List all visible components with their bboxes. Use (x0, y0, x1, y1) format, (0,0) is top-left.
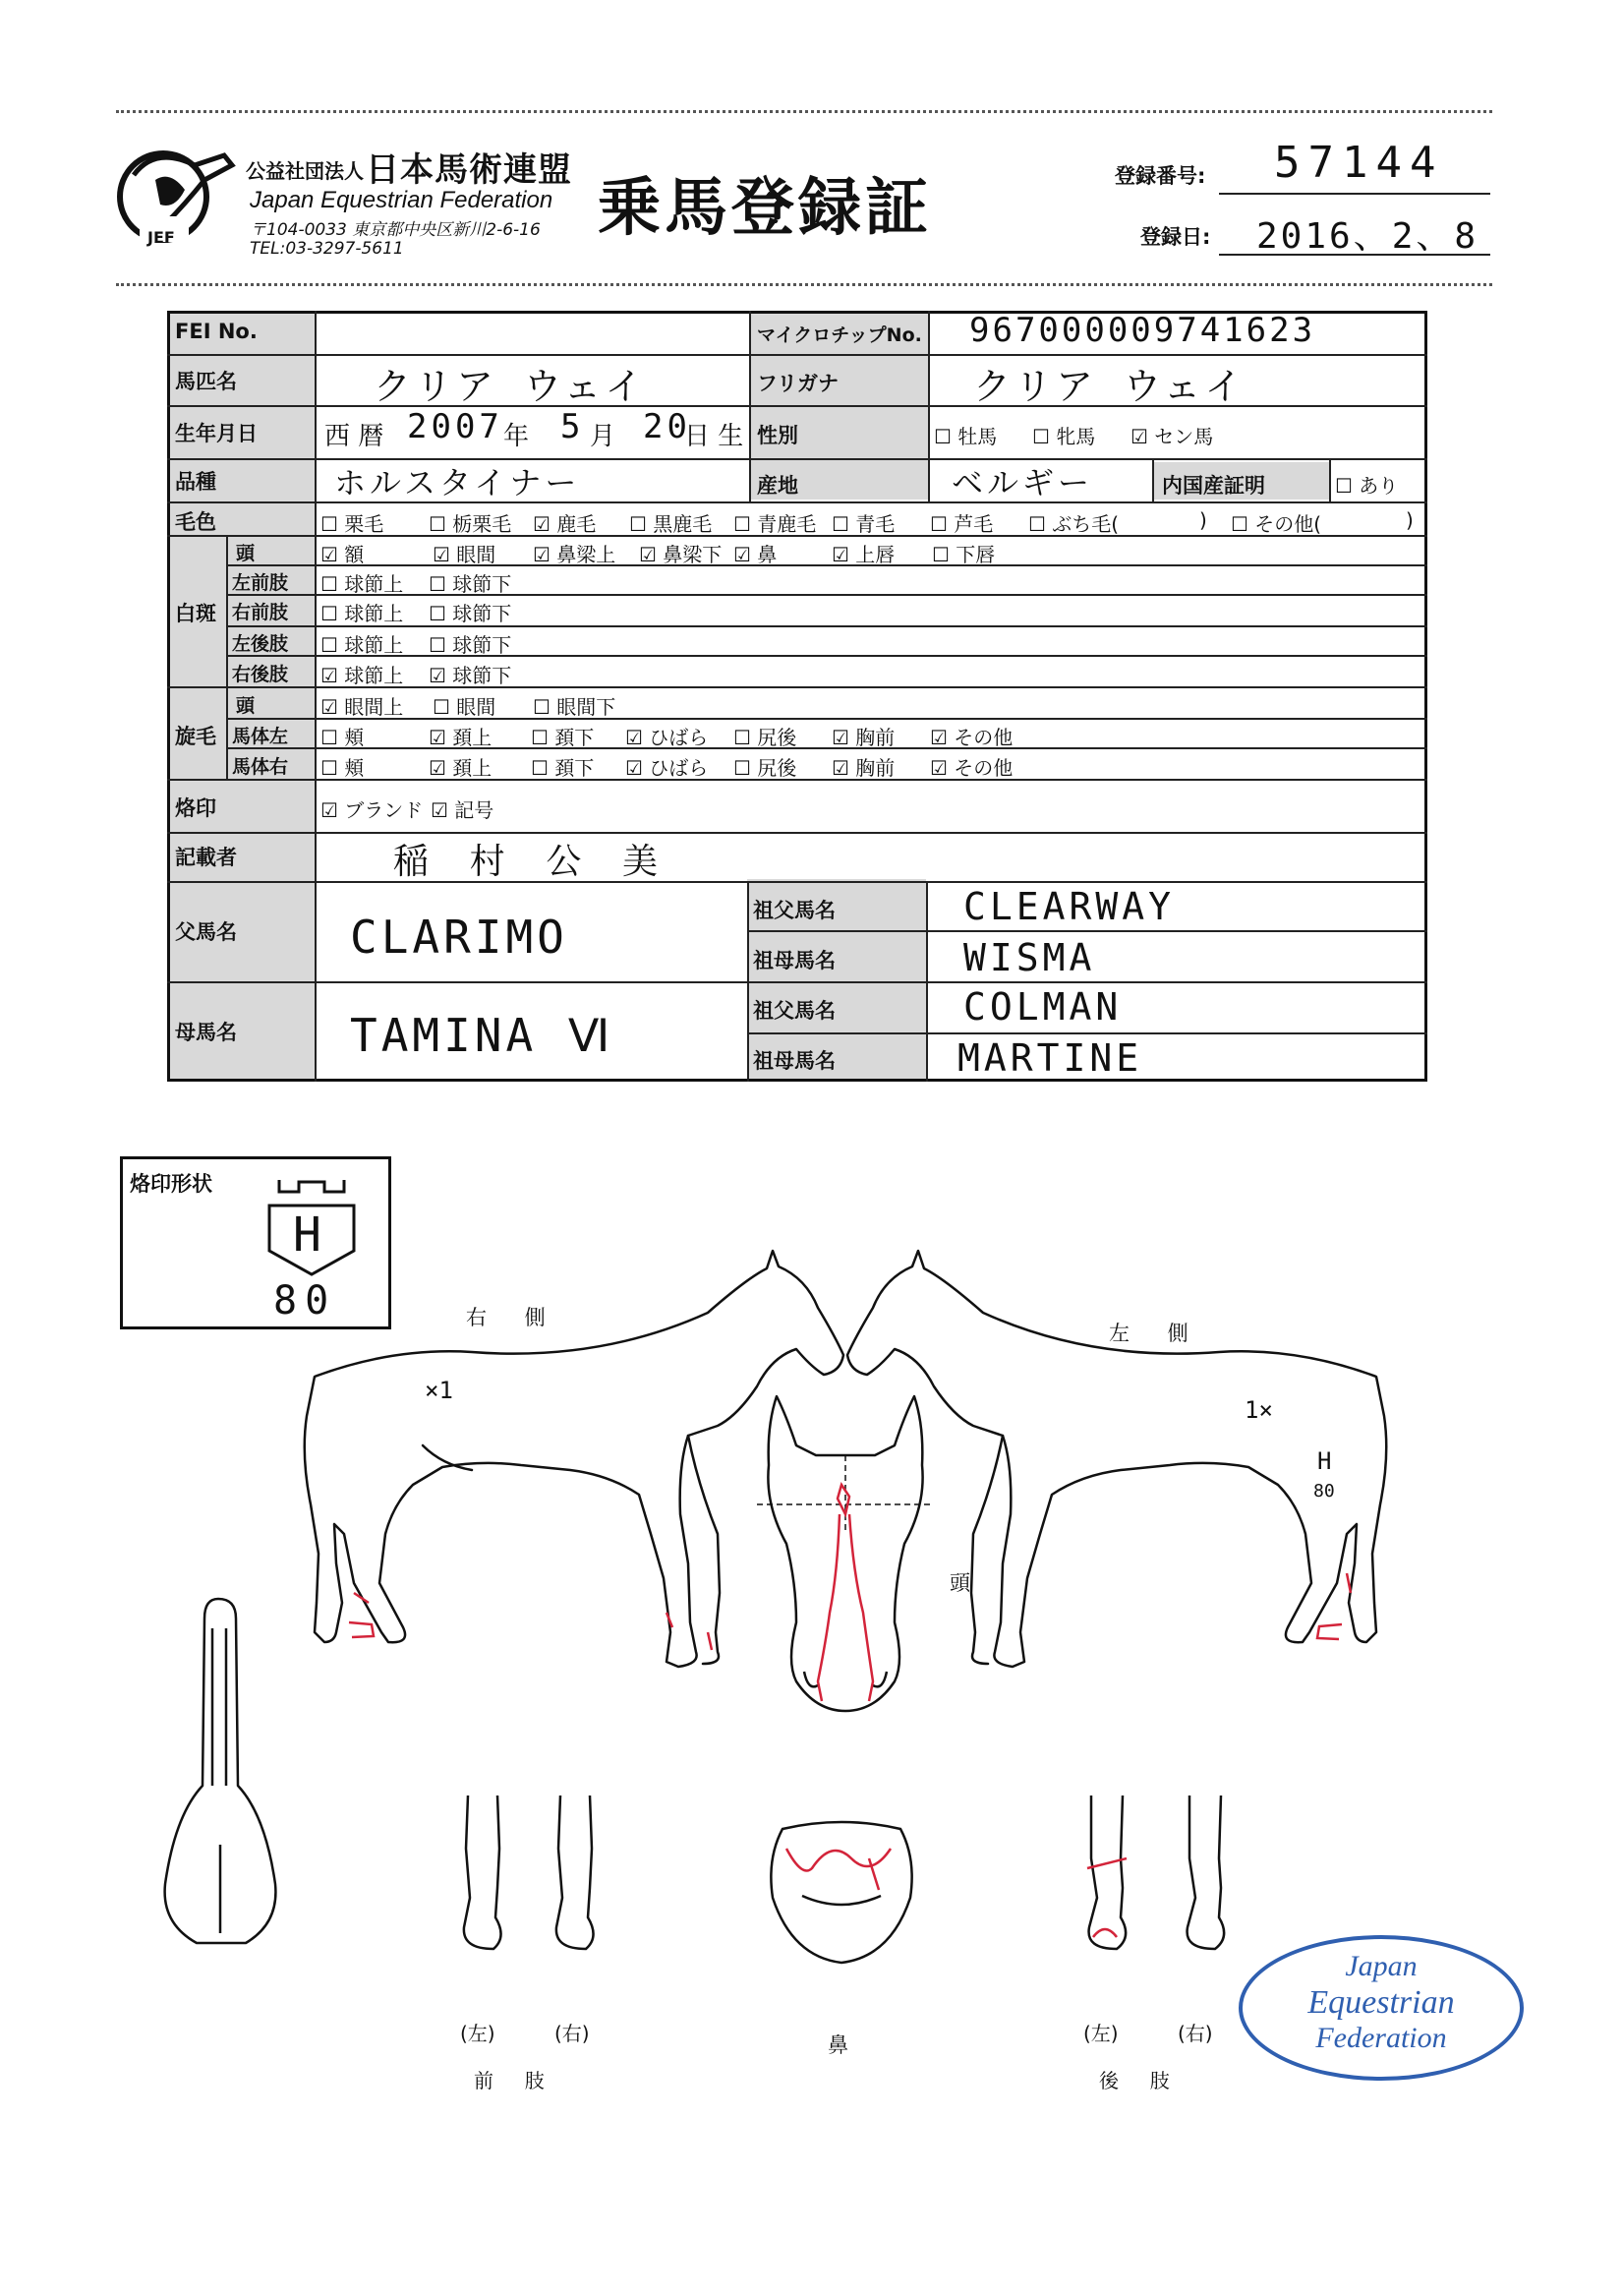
mark-x1-right: ×1 (425, 1377, 453, 1404)
left-side-label: 左 側 (1109, 1322, 1204, 1345)
coat-option-grey[interactable]: ☐ 芦毛 (930, 512, 994, 536)
coat-option-other[interactable]: ☐ その他( (1231, 512, 1322, 536)
white-lh-below[interactable]: ☐ 球節下 (429, 633, 512, 657)
origin-value: ベルギー (952, 464, 1094, 501)
white-lf-above[interactable]: ☐ 球節上 (320, 572, 404, 596)
nose-label: 鼻 (828, 2033, 848, 2057)
white-rf-below[interactable]: ☐ 球節下 (429, 602, 512, 625)
fore-legs-diagram (454, 1790, 611, 1957)
white-label: 白斑 (175, 602, 216, 625)
whorl-right-other[interactable]: ☑ その他 (930, 756, 1014, 780)
white-head-forehead[interactable]: ☑ 額 (320, 543, 365, 566)
dam-label: 母馬名 (175, 1021, 237, 1044)
whorl-right-upper-neck[interactable]: ☑ 頚上 (429, 756, 493, 780)
dam-dam-label: 祖母馬名 (753, 1049, 836, 1073)
chip-value: 967000009741623 (969, 311, 1316, 350)
sire-dam-value: WISMA (963, 936, 1096, 979)
reg-date-label: 登録日: (1140, 225, 1211, 249)
col-line (315, 311, 317, 1082)
stamp-line1: Japan (1345, 1950, 1418, 1982)
sire-value: CLARIMO (350, 911, 568, 964)
whorl-part-head: 頭 (236, 695, 256, 717)
col-line (747, 881, 749, 1082)
logo-jef-text: JEF (147, 228, 175, 247)
white-head-lower-lip[interactable]: ☐ 下唇 (932, 543, 996, 566)
whorl-left-upper-neck[interactable]: ☑ 頚上 (429, 726, 493, 749)
birth-day-unit: 日 生 (684, 422, 744, 451)
row-line (167, 981, 1427, 983)
breed-value: ホルスタイナー (334, 464, 581, 501)
col-line (928, 311, 930, 501)
whorl-right-flank[interactable]: ☑ ひばら (625, 756, 709, 780)
head-label: 頭 (950, 1571, 970, 1595)
whorl-left-lower-neck[interactable]: ☐ 頚下 (531, 726, 595, 749)
hind-legs-label: 後 肢 (1099, 2069, 1170, 2092)
col-line (926, 881, 928, 1082)
coat-option-black[interactable]: ☐ 青毛 (832, 512, 896, 536)
stamp-line2: Equestrian (1307, 1984, 1455, 2021)
col-line (1152, 458, 1154, 501)
whorl-head-between-eyes[interactable]: ☐ 眼間 (433, 695, 496, 719)
brand-option-brand[interactable]: ☑ ブランド (320, 798, 424, 822)
horse-head-front-diagram (757, 1386, 934, 1721)
sex-option-mare[interactable]: ☐ 牝馬 (1032, 425, 1096, 448)
row-line (747, 930, 1427, 932)
sex-option-gelding[interactable]: ☑ セン馬 (1130, 425, 1214, 448)
left-brand-h: H (1317, 1447, 1332, 1475)
row-line (747, 1032, 1427, 1034)
brand-shape-label: 烙印形状 (130, 1172, 212, 1196)
row-line (226, 625, 1427, 627)
mark-1x-left: 1× (1245, 1396, 1273, 1424)
horse-rear-view-diagram (147, 1589, 295, 1953)
whorl-left-other[interactable]: ☑ その他 (930, 726, 1014, 749)
sire-sire-value: CLEARWAY (963, 885, 1176, 928)
domestic-option[interactable]: ☐ あり (1335, 474, 1399, 498)
document-title: 乗馬登録証 (598, 172, 932, 245)
whorl-left-rump[interactable]: ☐ 尻後 (733, 726, 797, 749)
white-part-rh: 右後肢 (232, 664, 289, 685)
row-line (226, 747, 1427, 749)
white-part-rf: 右前肢 (232, 602, 289, 623)
sire-dam-label: 祖母馬名 (753, 949, 836, 972)
org-address: 〒104-0033 東京都中央区新川2-6-16 (250, 220, 541, 240)
left-brand-80: 80 (1313, 1481, 1335, 1501)
row-line (226, 594, 1427, 596)
nose-diagram (763, 1819, 920, 1967)
col-line (749, 311, 751, 501)
org-tel: TEL:03-3297-5611 (250, 239, 404, 259)
whorl-left-flank[interactable]: ☑ ひばら (625, 726, 709, 749)
coat-option-pinto-close: ) (1199, 508, 1207, 532)
reg-date-underline (1219, 254, 1490, 256)
coat-option-chestnut[interactable]: ☐ 栗毛 (320, 512, 384, 536)
col-line (226, 535, 228, 779)
jef-logo (116, 136, 244, 254)
whorl-part-right-body: 馬体右 (232, 756, 289, 778)
fei-label: FEI No. (175, 320, 258, 343)
birth-year: 2007 (407, 407, 503, 446)
white-rh-above[interactable]: ☑ 球節上 (320, 664, 404, 687)
birth-label: 生年月日 (175, 422, 258, 445)
dam-sire-value: COLMAN (963, 985, 1123, 1029)
row-line (226, 718, 1427, 720)
fore-legs-label: 前 肢 (474, 2069, 545, 2092)
row-line (167, 881, 1427, 883)
white-lh-above[interactable]: ☐ 球節上 (320, 633, 404, 657)
domestic-label: 内国産証明 (1162, 474, 1265, 498)
org-name: 日本馬術連盟 (366, 150, 572, 190)
org-name-en: Japan Equestrian Federation (250, 187, 553, 213)
brand-label: 烙印 (175, 796, 216, 820)
recorder-value: 稲 村 公 美 (393, 842, 668, 882)
hind-left-label: (左) (1083, 2022, 1119, 2045)
whorl-part-left-body: 馬体左 (232, 726, 289, 747)
hind-legs-diagram (1077, 1790, 1245, 1957)
hind-right-label: (右) (1178, 2022, 1213, 2045)
white-head-upper-lip[interactable]: ☑ 上唇 (832, 543, 896, 566)
white-part-head: 頭 (236, 543, 256, 564)
reg-no-underline (1219, 193, 1490, 195)
chip-label: マイクロチップNo. (757, 324, 922, 346)
coat-option-dark-bay[interactable]: ☐ 黒鹿毛 (629, 512, 713, 536)
reg-no-label: 登録番号: (1115, 164, 1206, 188)
bottom-dotted-rule (116, 283, 1492, 286)
top-dotted-rule (116, 110, 1492, 113)
dam-dam-value: MARTINE (957, 1036, 1143, 1080)
whorl-head-above-eyes[interactable]: ☑ 眼間上 (320, 695, 404, 719)
name-value: クリア ウェイ (374, 365, 647, 408)
white-rf-above[interactable]: ☐ 球節上 (320, 602, 404, 625)
whorl-left-cheek[interactable]: ☐ 頬 (320, 726, 365, 749)
birth-month: 5 (560, 407, 585, 446)
row-line (226, 564, 1427, 566)
fore-right-label: (右) (554, 2022, 590, 2045)
dam-sire-label: 祖父馬名 (753, 999, 836, 1023)
col-line (1329, 458, 1331, 501)
brand-shape-letter: H (293, 1207, 321, 1263)
fore-left-label: (左) (460, 2022, 495, 2045)
white-head-upper-nose[interactable]: ☑ 鼻梁上 (533, 543, 616, 566)
org-prefix: 公益社団法人 (246, 159, 364, 183)
row-line (167, 832, 1427, 834)
whorl-left-chest[interactable]: ☑ 胸前 (832, 726, 896, 749)
reg-no-value: 57144 (1274, 138, 1444, 188)
whorl-right-rump[interactable]: ☐ 尻後 (733, 756, 797, 780)
row-line (226, 655, 1427, 657)
breed-label: 品種 (175, 470, 216, 494)
name-label: 馬匹名 (175, 370, 237, 393)
birth-year-unit: 年 (503, 422, 530, 451)
coat-option-pinto[interactable]: ☐ ぶち毛( (1028, 512, 1120, 536)
birth-day: 20 (643, 407, 691, 446)
sire-sire-label: 祖父馬名 (753, 899, 836, 922)
whorl-label: 旋毛 (175, 725, 216, 748)
jef-stamp (1239, 1935, 1524, 2081)
white-head-between-eyes[interactable]: ☑ 眼間 (433, 543, 496, 566)
dam-value: TAMINA Ⅵ (350, 1009, 614, 1062)
whorl-head-below-eyes[interactable]: ☐ 眼間下 (533, 695, 616, 719)
coat-option-other-close: ) (1406, 508, 1414, 532)
origin-label: 産地 (757, 474, 798, 498)
birth-era: 西 暦 (324, 422, 384, 451)
sex-label: 性別 (757, 424, 798, 447)
birth-month-unit: 月 (590, 422, 616, 451)
sire-label: 父馬名 (175, 920, 237, 944)
reg-date-value: 2016、2、8 (1256, 216, 1479, 257)
recorder-label: 記載者 (175, 846, 237, 869)
white-part-lh: 左後肢 (232, 633, 289, 655)
coat-option-bay[interactable]: ☑ 鹿毛 (533, 512, 597, 536)
coat-option-liver-chestnut[interactable]: ☐ 栃栗毛 (429, 512, 512, 536)
whorl-right-chest[interactable]: ☑ 胸前 (832, 756, 896, 780)
furigana-label: フリガナ (757, 372, 839, 395)
brand-shape-number: 80 (273, 1278, 337, 1324)
whorl-right-cheek[interactable]: ☐ 頬 (320, 756, 365, 780)
brand-option-symbol[interactable]: ☑ 記号 (431, 798, 494, 822)
whorl-right-lower-neck[interactable]: ☐ 頚下 (531, 756, 595, 780)
stamp-line3: Federation (1315, 2022, 1447, 2054)
furigana-value: クリア ウェイ (973, 365, 1246, 408)
coat-label: 毛色 (175, 510, 216, 534)
white-rh-below[interactable]: ☑ 球節下 (429, 664, 512, 687)
white-head-lower-nose[interactable]: ☑ 鼻梁下 (639, 543, 723, 566)
sex-option-stallion[interactable]: ☐ 牡馬 (934, 425, 998, 448)
coat-option-brown[interactable]: ☐ 青鹿毛 (733, 512, 817, 536)
white-head-nose[interactable]: ☑ 鼻 (733, 543, 778, 566)
white-part-lf: 左前肢 (232, 572, 289, 594)
right-side-label: 右 側 (466, 1306, 561, 1329)
white-lf-below[interactable]: ☐ 球節下 (429, 572, 512, 596)
